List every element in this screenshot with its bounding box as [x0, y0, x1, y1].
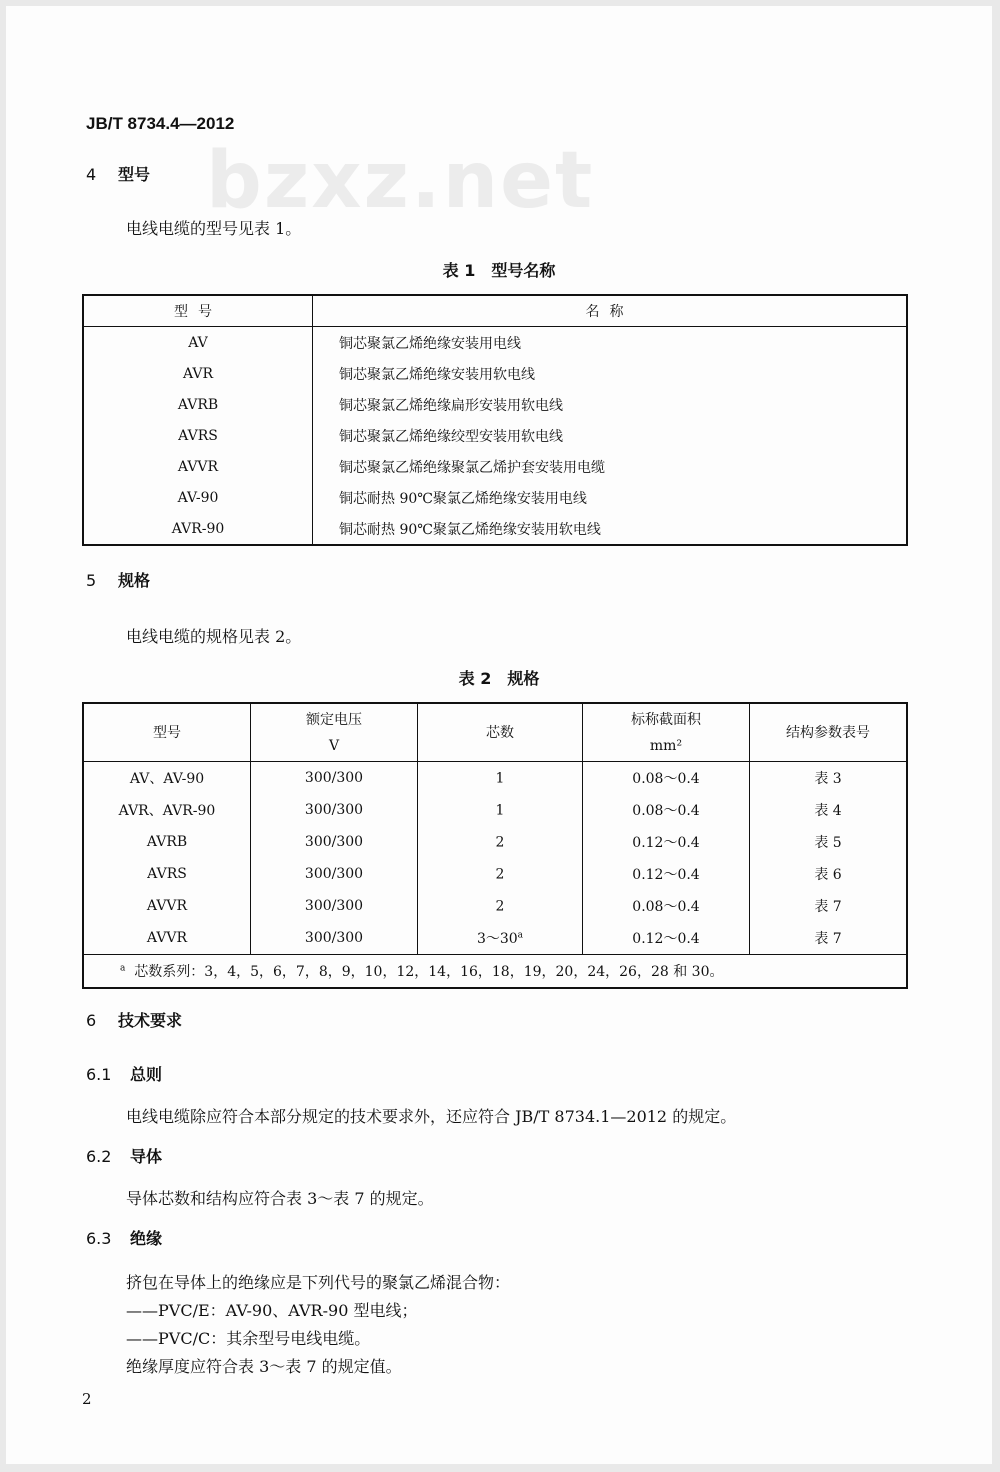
table2-caption: 表 2 规格	[458, 669, 540, 688]
table-header-row	[83, 295, 907, 327]
cores-cell: 2	[418, 858, 583, 890]
column-header: 标称截面积 mm²	[583, 703, 750, 762]
section-number: 5	[86, 571, 97, 590]
page-number: 2	[82, 1390, 92, 1408]
table-row	[83, 389, 907, 420]
cores-cell: 2	[418, 890, 583, 922]
table-row	[83, 890, 907, 922]
name-cell: 铜芯聚氯乙烯绝缘绞型安装用软电线	[313, 420, 908, 451]
table-row	[83, 482, 907, 513]
column-header: 名称	[313, 295, 908, 327]
model-cell: AVVR	[146, 898, 188, 914]
model-cell: AVRS	[147, 866, 187, 882]
column-header: 额定电压 V	[251, 703, 418, 762]
document-page	[6, 6, 992, 1464]
name-cell: 铜芯聚氯乙烯绝缘聚氯乙烯护套安装用电缆	[313, 451, 908, 482]
table1-caption: 表 1 型号名称	[442, 261, 556, 280]
section-title: 规格	[118, 571, 151, 590]
model-cell: AVR、AVR-90	[118, 803, 216, 819]
model-name-table	[82, 294, 908, 546]
table-row	[83, 826, 907, 858]
area-cell: 0.08～0.4	[583, 890, 750, 922]
area-cell: 0.12～0.4	[583, 858, 750, 890]
model-cell: AVRS	[178, 427, 218, 444]
table-row	[83, 762, 907, 795]
cores-cell: 1	[418, 762, 583, 795]
section-title: 技术要求	[118, 1011, 183, 1030]
ref-cell: 表 7	[750, 890, 908, 922]
table-row	[83, 358, 907, 389]
cores-cell: 1	[418, 794, 583, 826]
standard-code: JB/T 8734.4—2012	[86, 114, 235, 133]
ref-cell: 表 3	[750, 762, 908, 795]
section-6-3-line: ——PVC/C：其余型号电线电缆。	[126, 1329, 371, 1348]
section-6-3-line: 绝缘厚度应符合表 3～表 7 的规定值。	[126, 1357, 402, 1376]
table-note-row	[83, 955, 907, 989]
cores-cell: 2	[418, 826, 583, 858]
column-header: 芯数	[418, 703, 583, 762]
table-row	[83, 513, 907, 545]
model-cell: AVRB	[146, 834, 188, 850]
table-row	[83, 858, 907, 890]
table-header-row	[83, 703, 907, 762]
model-cell: AVR	[182, 365, 214, 382]
area-cell: 0.12～0.4	[583, 826, 750, 858]
model-cell: AVVR	[146, 930, 188, 946]
name-cell: 铜芯聚氯乙烯绝缘安装用电线	[313, 327, 908, 359]
table-row	[83, 451, 907, 482]
watermark: bzxz.net	[206, 136, 595, 226]
model-cell: AV-90	[177, 489, 219, 506]
section-title: 型号	[118, 165, 151, 184]
voltage-cell: 300/300	[251, 890, 418, 922]
section-number: 6	[86, 1011, 97, 1030]
model-cell: AVRB	[177, 396, 219, 413]
column-header: 结构参数表号	[750, 703, 908, 762]
table-note: $^a$ 芯数系列：3，4，5，6，7，8，9，10，12，14，16，18，19，20，24，26，28 和 30。	[83, 955, 907, 989]
ref-cell: 表 5	[750, 826, 908, 858]
table-row	[83, 420, 907, 451]
name-cell: 铜芯耐热 90℃聚氯乙烯绝缘安装用电线	[313, 482, 908, 513]
voltage-cell: 300/300	[251, 858, 418, 890]
section-4-heading	[86, 162, 150, 185]
table-row	[83, 327, 907, 359]
model-cell: AV、AV-90	[129, 771, 205, 787]
section-title: 导体	[130, 1147, 163, 1166]
name-cell: 铜芯聚氯乙烯绝缘安装用软电线	[313, 358, 908, 389]
section-6-1-text: 电线电缆除应符合本部分规定的技术要求外，还应符合 JB/T 8734.1—2012 的规定。	[126, 1107, 737, 1126]
section-6-2-text: 导体芯数和结构应符合表 3～表 7 的规定。	[126, 1189, 434, 1208]
name-cell: 铜芯耐热 90℃聚氯乙烯绝缘安装用软电线	[313, 513, 908, 545]
section-title: 绝缘	[130, 1229, 163, 1248]
section-6-1-heading	[86, 1062, 162, 1085]
section-6-3-heading	[86, 1226, 162, 1249]
voltage-cell: 300/300	[251, 826, 418, 858]
section-number: 6.3	[86, 1229, 112, 1248]
voltage-cell: 300/300	[251, 794, 418, 826]
specification-table	[82, 702, 908, 989]
ref-cell: 表 6	[750, 858, 908, 890]
model-cell: AV	[188, 334, 208, 351]
section-number: 4	[86, 165, 97, 184]
section-5-heading	[86, 568, 150, 591]
model-cell: AVVR	[177, 458, 219, 475]
column-header: 型号	[83, 295, 313, 327]
section-6-heading	[86, 1008, 182, 1031]
section-6-3-line: ——PVC/E：AV-90、AVR-90 型电线；	[126, 1301, 418, 1320]
voltage-cell: 300/300	[251, 762, 418, 795]
section-6-3-line: 挤包在导体上的绝缘应是下列代号的聚氯乙烯混合物：	[126, 1273, 511, 1292]
section-6-2-heading	[86, 1144, 162, 1167]
model-cell: AVR-90	[171, 520, 225, 537]
name-cell: 铜芯聚氯乙烯绝缘扁形安装用软电线	[313, 389, 908, 420]
voltage-cell: 300/300	[251, 922, 418, 955]
section-number: 6.1	[86, 1065, 112, 1084]
table-row	[83, 794, 907, 826]
section-4-text: 电线电缆的型号见表 1。	[126, 219, 302, 238]
cores-cell: 3～30$^a$	[418, 922, 583, 955]
area-cell: 0.08～0.4	[583, 794, 750, 826]
area-cell: 0.08～0.4	[583, 762, 750, 795]
ref-cell: 表 7	[750, 922, 908, 955]
section-5-text: 电线电缆的规格见表 2。	[126, 627, 302, 646]
table-row	[83, 922, 907, 955]
ref-cell: 表 4	[750, 794, 908, 826]
column-header: 型号	[83, 703, 251, 762]
section-number: 6.2	[86, 1147, 112, 1166]
area-cell: 0.12～0.4	[583, 922, 750, 955]
section-title: 总则	[130, 1065, 163, 1084]
